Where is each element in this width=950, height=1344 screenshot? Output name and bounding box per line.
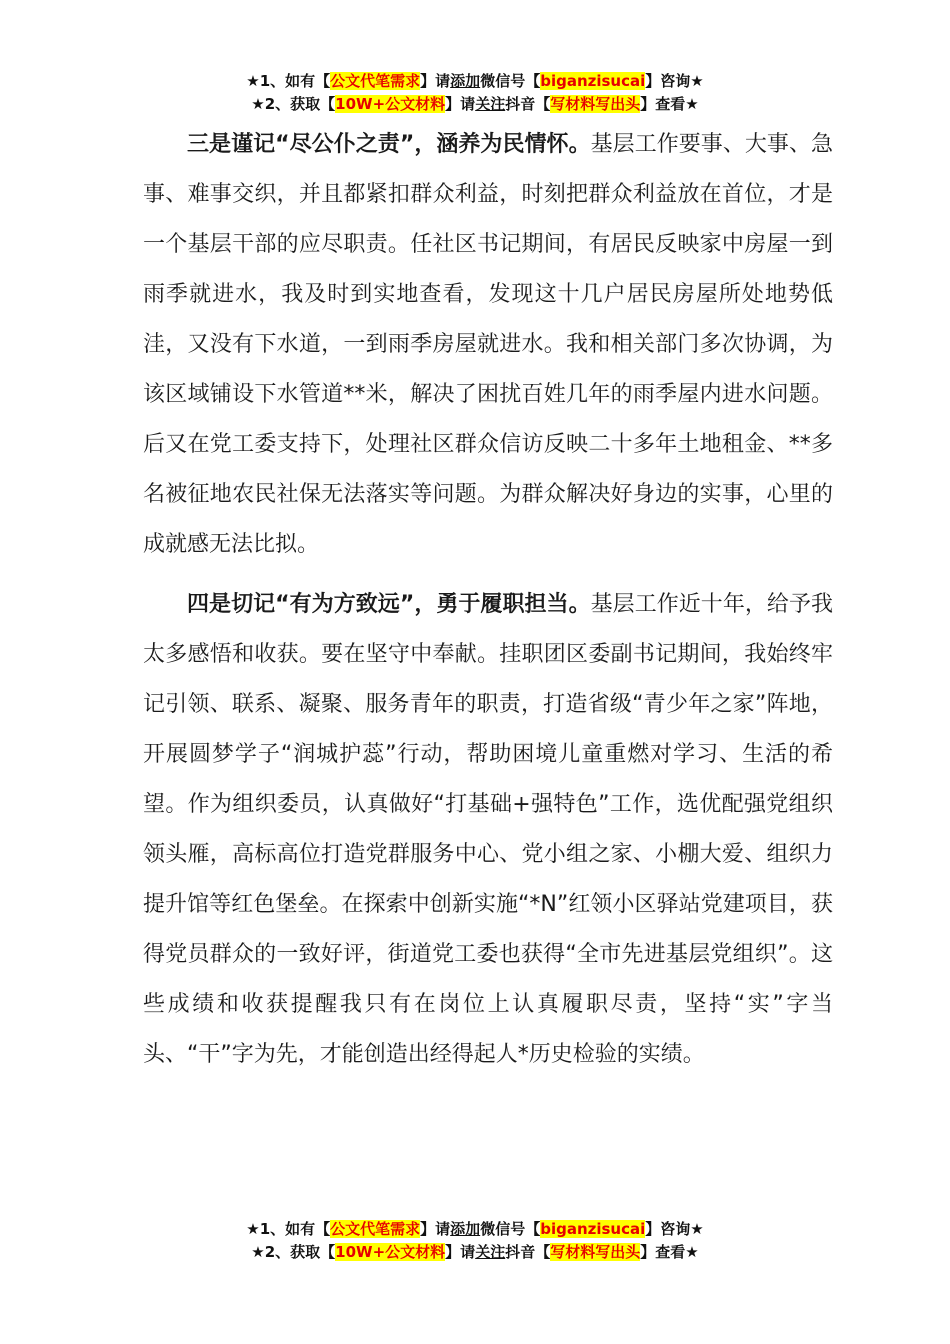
banner-text: 1、如有【 <box>259 72 331 90</box>
paragraph-body: 基层工作近十年，给予我太多感悟和收获。要在坚守中奉献。挂职团区委副书记期间，我始终牢记引领、联系、凝聚、服务青年的职责，打造省级“青少年之家”阵地，开展圆梦学子“润城护蕊”行动，帮助困境儿童重燃对学习、生活的希望。作为组织委员，认真做好“打基础+强特色”工作，选优配强党组织领头雁，高标高位打造党群服务中心、党小组之家、小棚大爱、组织力提升馆等红色堡垒。在探索中创新实施“*N”红领小区驿站党建项目，获得党员群众的一致好评，街道党工委也获得“全市先进基层党组织”。这些成绩和收获提醒我只有在岗位上认真履职尽责，坚持“实”字当头、“干”字为先，才能创造出经得起人*历史检验的实绩。 <box>143 592 833 1067</box>
highlight-text: 10W+公文材料 <box>335 95 446 113</box>
banner-text: 抖音【 <box>505 95 551 113</box>
highlight-text: 10W+公文材料 <box>335 1243 446 1261</box>
banner-text: 】咨询 <box>645 1220 691 1238</box>
banner-text: 】咨询 <box>645 72 691 90</box>
star-icon: ★ <box>690 1220 704 1238</box>
banner-line-1 <box>0 70 950 93</box>
underlined-text: 添加 <box>450 1220 481 1238</box>
douyin-account: 写材料写出头 <box>550 1243 641 1261</box>
banner-text: 】请 <box>420 72 451 90</box>
underlined-text: 关注 <box>475 1243 506 1261</box>
paragraph-lead: 四是切记“有为方致远”，勇于履职担当。 <box>187 592 591 617</box>
paragraph-4 <box>143 580 833 1080</box>
star-icon: ★ <box>251 1243 265 1261</box>
banner-text: 微信号【 <box>480 72 541 90</box>
underlined-text: 添加 <box>450 72 481 90</box>
highlight-text: 公文代笔需求 <box>330 1220 421 1238</box>
highlight-text: 公文代笔需求 <box>330 72 421 90</box>
star-icon: ★ <box>246 72 260 90</box>
banner-text: 】查看 <box>640 1243 686 1261</box>
underlined-text: 关注 <box>475 95 506 113</box>
star-icon: ★ <box>251 95 265 113</box>
document-body <box>143 120 833 1080</box>
banner-line-2 <box>0 1241 950 1264</box>
banner-text: 2、获取【 <box>264 95 336 113</box>
wechat-id: biganzisucai <box>540 72 646 90</box>
banner-text: 抖音【 <box>505 1243 551 1261</box>
banner-text: 】请 <box>420 1220 451 1238</box>
paragraph-body: 基层工作要事、大事、急事、难事交织，并且都紧扣群众利益，时刻把群众利益放在首位，才是一个基层干部的应尽职责。任社区书记期间，有居民反映家中房屋一到雨季就进水，我及时到实地查看，发现这十几户居民房屋所处地势低洼，又没有下水道，一到雨季房屋就进水。我和相关部门多次协调，为该区域铺设下水管道**米，解决了困扰百姓几年的雨季屋内进水问题。后又在党工委支持下，处理社区群众信访反映二十多年土地租金、**多名被征地农民社保无法落实等问题。为群众解决好身边的实事，心里的成就感无法比拟。 <box>143 132 833 557</box>
douyin-account: 写材料写出头 <box>550 95 641 113</box>
banner-line-2 <box>0 93 950 116</box>
wechat-id: biganzisucai <box>540 1220 646 1238</box>
banner-text: 1、如有【 <box>259 1220 331 1238</box>
star-icon: ★ <box>685 95 699 113</box>
paragraph-3 <box>143 120 833 570</box>
star-icon: ★ <box>690 72 704 90</box>
banner-text: 2、获取【 <box>264 1243 336 1261</box>
star-icon: ★ <box>246 1220 260 1238</box>
star-icon: ★ <box>685 1243 699 1261</box>
footer-banner <box>0 1218 950 1264</box>
banner-text: 微信号【 <box>480 1220 541 1238</box>
banner-text: 】请 <box>445 95 476 113</box>
banner-text: 】请 <box>445 1243 476 1261</box>
banner-line-1 <box>0 1218 950 1241</box>
paragraph-lead: 三是谨记“尽公仆之责”，涵养为民情怀。 <box>187 132 591 157</box>
banner-text: 】查看 <box>640 95 686 113</box>
header-banner <box>0 70 950 116</box>
